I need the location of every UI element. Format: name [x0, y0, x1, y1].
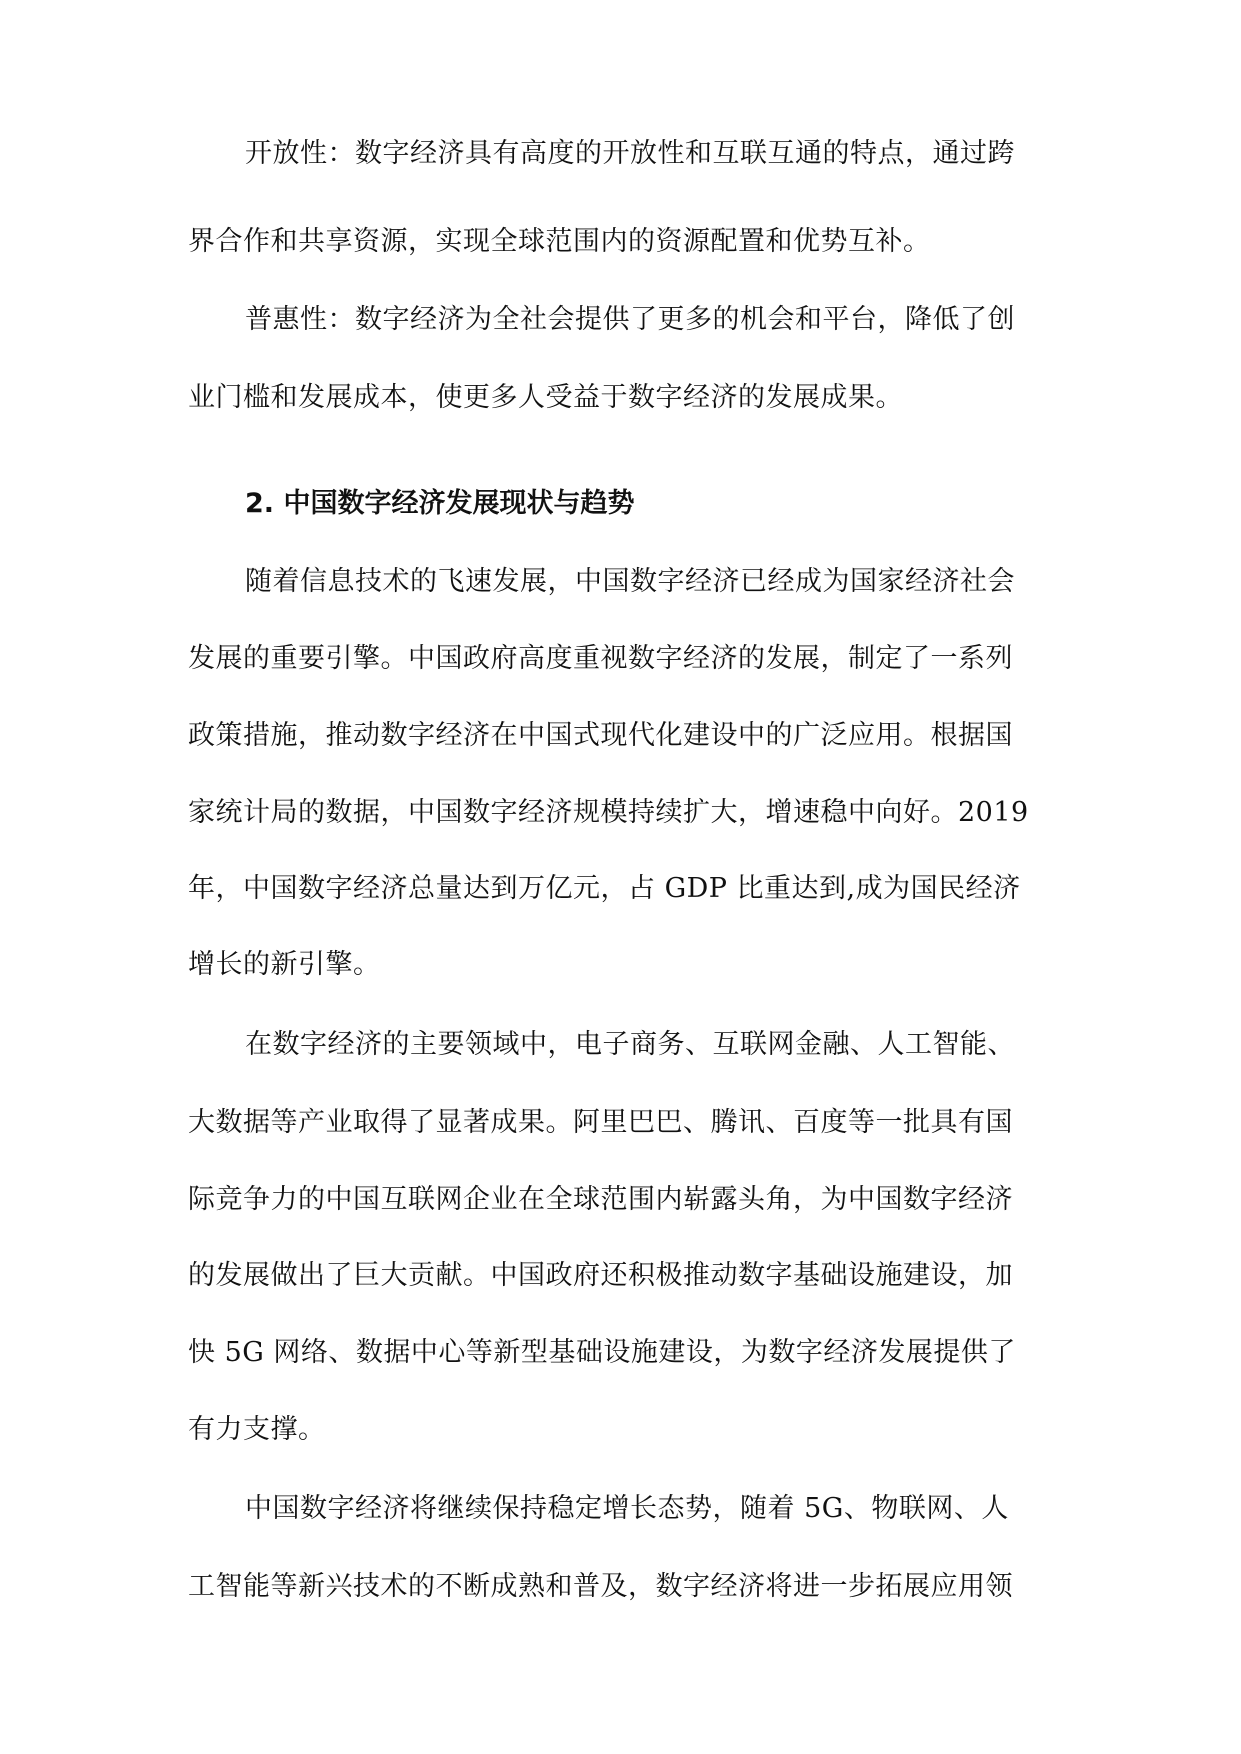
text-line: 增长的新引擎。	[188, 949, 381, 980]
text-line: 普惠性：数字经济为全社会提供了更多的机会和平台，降低了创	[245, 304, 1015, 335]
text-line: 工智能等新兴技术的不断成熟和普及，数字经济将进一步拓展应用领	[188, 1571, 1013, 1602]
text-line: 开放性：数字经济具有高度的开放性和互联互通的特点，通过跨	[245, 138, 1015, 169]
text-line: 随着信息技术的飞速发展，中国数字经济已经成为国家经济社会	[245, 566, 1015, 597]
text-line: 政策措施，推动数字经济在中国式现代化建设中的广泛应用。根据国	[188, 720, 1013, 751]
text-line: 发展的重要引擎。中国政府高度重视数字经济的发展，制定了一系列	[188, 643, 1013, 674]
section-heading: 2. 中国数字经济发展现状与趋势	[245, 488, 635, 519]
text-line: 的发展做出了巨大贡献。中国政府还积极推动数字基础设施建设，加	[188, 1260, 1013, 1291]
text-line: 中国数字经济将继续保持稳定增长态势，随着 5G、物联网、人	[245, 1493, 1009, 1524]
text-line: 大数据等产业取得了显著成果。阿里巴巴、腾讯、百度等一批具有国	[188, 1107, 1013, 1138]
text-line: 在数字经济的主要领域中，电子商务、互联网金融、人工智能、	[245, 1029, 1015, 1060]
text-line: 际竞争力的中国互联网企业在全球范围内崭露头角，为中国数字经济	[188, 1184, 1013, 1215]
text-line: 家统计局的数据，中国数字经济规模持续扩大，增速稳中向好。2019	[188, 797, 1029, 828]
text-line: 年，中国数字经济总量达到万亿元，占 GDP 比重达到,成为国民经济	[188, 873, 1021, 904]
text-line: 有力支撑。	[188, 1414, 326, 1445]
text-line: 快 5G 网络、数据中心等新型基础设施建设，为数字经济发展提供了	[188, 1337, 1016, 1368]
text-line: 业门槛和发展成本，使更多人受益于数字经济的发展成果。	[188, 382, 903, 413]
text-line: 界合作和共享资源，实现全球范围内的资源配置和优势互补。	[188, 226, 931, 257]
